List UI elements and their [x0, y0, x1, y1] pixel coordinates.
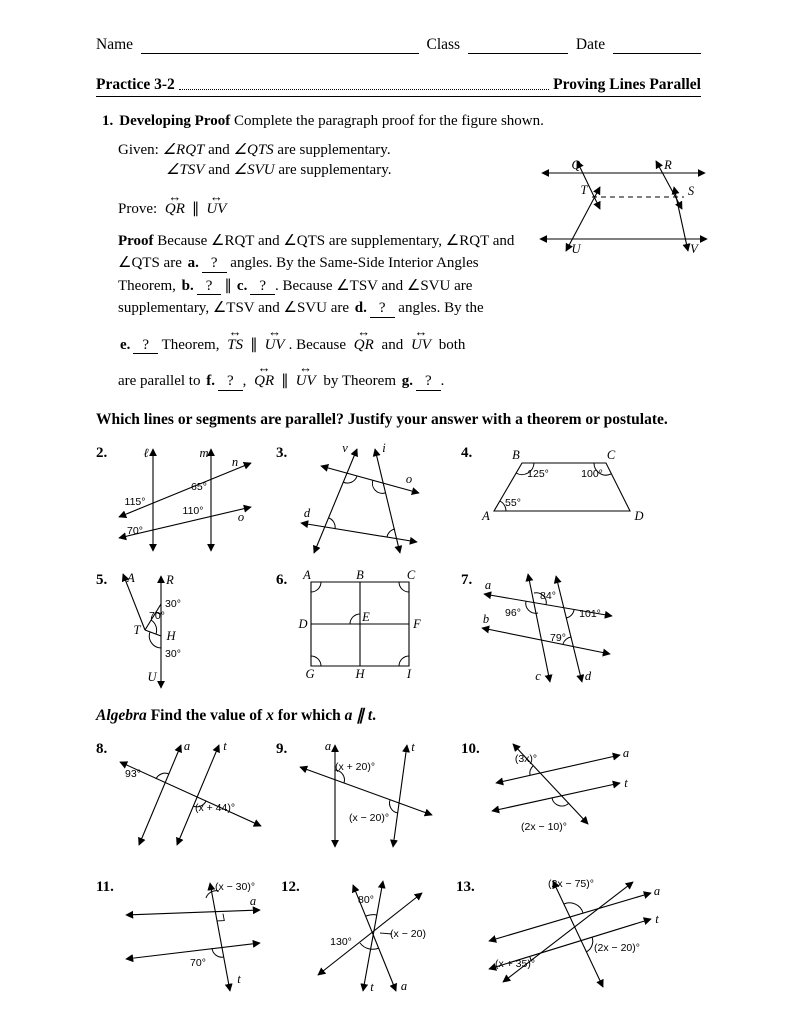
fig4-label-d: D — [634, 508, 644, 523]
fig7-angle-96: 96° — [505, 606, 522, 619]
blank-letter-d: d. — [354, 300, 367, 316]
problem-6 — [276, 567, 461, 692]
figure-13-diagram — [483, 877, 663, 992]
blank-f: ? — [218, 373, 243, 391]
fig5-angle-30-top: 30° — [165, 597, 182, 610]
problem-10-number: 10. — [461, 740, 480, 757]
fig6-label-h: H — [355, 666, 365, 681]
proof-line-1 — [118, 230, 598, 253]
fig6-label-i: I — [407, 666, 412, 681]
worksheet-title-row — [96, 76, 701, 97]
fig9-label-line-t: t — [411, 739, 415, 754]
problem-4 — [461, 443, 645, 556]
blank-a: ? — [202, 255, 227, 273]
problem-3-number: 3. — [276, 444, 288, 461]
fig10-angle-3x: (3x)° — [514, 752, 537, 765]
blank-letter-a: a. — [187, 255, 199, 271]
fig7-label-line-c: c — [535, 668, 542, 683]
algebra-text-1: Find the value of — [146, 706, 267, 724]
double-arrow-overline-icon: ↔ — [414, 323, 428, 339]
prove-label: Prove: — [118, 200, 158, 217]
blank-e: ? — [133, 337, 158, 355]
proof-text: by Theorem — [319, 373, 400, 389]
fig2-label-line-o: o — [238, 509, 245, 524]
fig13-lines — [489, 881, 651, 987]
fig13-label-line-a: a — [653, 883, 660, 898]
figure-2-diagram — [115, 443, 255, 555]
fig13-angle-2x-minus-20: (2x − 20)° — [593, 941, 640, 954]
fig11-angle-x-minus-30: (x − 30)° — [214, 880, 255, 893]
fig2-angle-115: 115° — [124, 495, 146, 508]
fig1-label-u: U — [571, 242, 581, 256]
blank-letter-f: f. — [206, 373, 215, 389]
fig7-label-line-d: d — [585, 668, 592, 683]
problems-row-111213 — [96, 877, 701, 997]
fig10-angle-2x-minus-10: (2x − 10)° — [520, 820, 567, 833]
fig11-label-line-a: a — [249, 893, 257, 908]
dotted-leader — [179, 89, 549, 90]
proof-line-6 — [118, 358, 598, 393]
angle-svu: ∠SVU — [233, 162, 275, 179]
fig8-angle-x-plus-44: (x + 44)° — [195, 801, 236, 814]
fig9-label-line-a: a — [325, 738, 332, 753]
date-label: Date — [575, 36, 606, 53]
given-text: and — [204, 142, 234, 158]
fig3-lines — [301, 449, 419, 553]
blank-letter-e: e. — [120, 336, 131, 353]
blank-letter-c: c. — [236, 277, 248, 294]
given-text: are supplementary. — [274, 162, 392, 179]
section-2-heading: Which lines or segments are parallel? Justify your answer with a theorem or postulate. — [96, 410, 668, 428]
figure-3-diagram — [295, 440, 425, 556]
fig9-angle-x-minus-20: (x − 20)° — [349, 811, 390, 824]
proof-text: Theorem, — [118, 277, 180, 294]
proof-line-5 — [118, 322, 598, 357]
line-uv: UV — [264, 336, 285, 353]
proof-text: . Because — [288, 336, 350, 353]
line-uv: UV — [295, 373, 316, 389]
problem-1-number: 1. — [102, 113, 114, 129]
figure-10-diagram — [488, 739, 633, 839]
proof-text: supplementary, ∠TSV and ∠SVU are — [118, 300, 353, 316]
problem-12-number: 12. — [281, 878, 300, 895]
ray-uv — [410, 323, 431, 357]
fig5-label-r: R — [166, 572, 175, 587]
figure-11-diagram — [122, 877, 267, 997]
problem-7 — [461, 570, 615, 692]
class-blank-line — [468, 38, 568, 54]
fig3-label-line-d: d — [304, 505, 311, 520]
fig7-angle-84: 84° — [540, 589, 557, 602]
fig6-label-f: F — [413, 616, 422, 631]
given-text: are supplementary. — [273, 142, 391, 158]
fig5-label-u: U — [147, 669, 157, 684]
proof-text: Because ∠RQT and ∠QTS are supplementary, ∠RQT and — [153, 232, 515, 249]
proof-text: , — [242, 373, 251, 389]
parallel-symbol: ∥ — [191, 200, 200, 217]
double-arrow-overline-icon: ↔ — [268, 323, 282, 339]
developing-proof-label: Developing Proof — [119, 113, 231, 129]
fig12-angle-130: 130° — [329, 935, 352, 948]
proof-line-4 — [118, 297, 598, 320]
line-uv: UV — [410, 336, 431, 353]
double-arrow-overline-icon: ↔ — [168, 188, 182, 204]
angle-qts: ∠QTS — [233, 142, 274, 158]
double-arrow-overline-icon: ↔ — [257, 360, 271, 375]
fig8-label-line-t: t — [223, 738, 227, 753]
fig9-angle-x-plus-20: (x + 20)° — [335, 760, 376, 773]
ray-qr — [254, 360, 275, 393]
ray-uv — [295, 360, 316, 393]
class-label: Class — [426, 36, 461, 53]
lesson-title: Proving Lines Parallel — [553, 76, 701, 93]
fig1-label-r: R — [664, 158, 672, 172]
fig6-label-b: B — [356, 567, 365, 582]
line-uv: UV — [206, 200, 227, 217]
given-text: and — [204, 162, 234, 179]
algebra-text-2: for which — [273, 706, 345, 724]
fig12-angle-x-minus-20: (x − 20) — [389, 927, 426, 940]
problem-2 — [96, 443, 276, 556]
fig2-label-line-m: m — [199, 445, 209, 460]
angle-tsv: ∠TSV — [166, 162, 205, 179]
fig12-label-line-t: t — [370, 979, 374, 994]
blank-b: ? — [197, 278, 222, 296]
blank-letter-b: b. — [181, 277, 194, 294]
fig10-lines — [492, 744, 620, 824]
proof-text: angles. By the — [394, 300, 484, 316]
fig6-label-e: E — [362, 609, 371, 624]
problem-5 — [96, 570, 276, 692]
fig1-label-q: Q — [571, 158, 581, 172]
figure-1-wrap — [536, 157, 711, 257]
figure-9-diagram — [295, 739, 435, 851]
practice-title: Practice 3-2 — [96, 76, 175, 93]
problem-7-number: 7. — [461, 571, 473, 588]
proof-text: . — [440, 373, 445, 389]
fig12-angle-80: 80° — [357, 893, 374, 906]
parallel-symbol: ∥ — [250, 336, 258, 353]
fig4-angle-100: 100° — [581, 467, 604, 480]
problem-8-number: 8. — [96, 740, 108, 757]
proof-word: Proof — [118, 232, 154, 249]
fig1-lines — [540, 161, 707, 251]
fig6-label-c: C — [407, 567, 416, 582]
fig6-label-d: D — [298, 616, 308, 631]
line-qr: QR — [353, 336, 374, 353]
proof-line-2 — [118, 252, 598, 275]
fig1-label-s: S — [687, 184, 695, 198]
problem-6-number: 6. — [276, 571, 288, 588]
double-arrow-overline-icon: ↔ — [299, 360, 313, 375]
angle-rqt: ∠RQT — [162, 142, 205, 158]
ray-qr — [353, 323, 374, 357]
problem-13 — [456, 877, 663, 997]
double-arrow-overline-icon: ↔ — [357, 323, 371, 339]
fig12-label-line-a: a — [400, 978, 407, 993]
fig11-label-line-t: t — [237, 971, 241, 986]
problem-4-number: 4. — [461, 444, 473, 461]
problem-11 — [96, 877, 281, 997]
parallel-symbol: ∥ — [281, 373, 289, 389]
fig2-label-line-l: ℓ — [143, 445, 149, 460]
fig4-angle-55: 55° — [505, 496, 522, 509]
fig4-label-b: B — [512, 447, 521, 462]
proof-text: both — [434, 336, 466, 353]
fig2-angle-110: 110° — [182, 504, 204, 517]
fig4-label-c: C — [607, 447, 616, 462]
figure-7-diagram — [480, 570, 615, 685]
problems-row-234 — [96, 440, 701, 556]
algebra-period: . — [372, 706, 377, 724]
problems-row-567 — [96, 567, 701, 692]
fig8-label-line-a: a — [184, 738, 191, 753]
figure-1-diagram — [536, 157, 711, 257]
problem-5-number: 5. — [96, 571, 108, 588]
problem-13-number: 13. — [456, 878, 475, 895]
problem-9-number: 9. — [276, 740, 288, 757]
proof-paragraph — [118, 230, 598, 393]
blank-g: ? — [416, 373, 441, 391]
fig5-label-a: A — [127, 570, 136, 585]
fig3-label-line-i: i — [382, 440, 386, 455]
fig10-label-line-t: t — [624, 775, 628, 790]
fig11-angle-70: 70° — [189, 956, 206, 969]
proof-text: ∠QTS are — [118, 255, 186, 271]
parallel-symbol: ∥ — [224, 277, 232, 294]
problem-8 — [96, 739, 276, 851]
proof-text: . Because ∠TSV and ∠SVU are — [275, 277, 473, 294]
fig7-angle-79: 79° — [550, 631, 567, 644]
algebra-word: Algebra — [96, 706, 147, 724]
line-qr: QR — [254, 373, 275, 389]
problem-1-instruction: Complete the paragraph proof for the figure shown. — [230, 113, 544, 129]
fig5-angle-70: 70° — [149, 609, 166, 622]
problem-9 — [276, 739, 461, 851]
fig5-label-t: T — [133, 622, 141, 637]
problems-row-8910 — [96, 739, 701, 851]
ray-qr — [164, 188, 185, 218]
proof-line-3 — [118, 275, 598, 298]
algebra-x: x — [266, 706, 274, 724]
fig3-label-line-o: o — [406, 471, 413, 486]
name-label: Name — [96, 36, 134, 53]
fig10-label-line-a: a — [622, 745, 629, 760]
fig4-label-a: A — [482, 508, 491, 523]
blank-letter-g: g. — [401, 373, 413, 389]
problem-3 — [276, 440, 461, 556]
fig1-label-v: V — [690, 242, 698, 256]
figure-8-diagram — [115, 739, 265, 851]
fig6-lines — [311, 582, 409, 666]
name-blank-line — [141, 38, 418, 54]
blank-c: ? — [250, 278, 275, 296]
figure-6-diagram — [295, 567, 425, 682]
fig8-angle-93: 93° — [125, 767, 142, 780]
problem-10 — [461, 739, 633, 851]
algebra-expression: a ∥ t — [344, 706, 373, 724]
double-arrow-overline-icon: ↔ — [209, 188, 223, 204]
figure-5-diagram — [115, 570, 195, 692]
fig1-label-t: T — [580, 183, 588, 197]
proof-text: angles. By the Same-Side Interior Angles — [226, 255, 479, 271]
fig2-label-line-n: n — [232, 454, 239, 469]
figure-12-diagram — [308, 877, 433, 997]
ray-uv — [206, 188, 227, 218]
problem-1-lead — [96, 113, 701, 130]
ray-ts — [227, 323, 244, 357]
fig7-label-line-b: b — [483, 611, 490, 626]
given-label: Given: — [118, 142, 159, 158]
fig4-angle-125: 125° — [527, 467, 550, 480]
fig5-label-h: H — [166, 628, 176, 643]
fig5-angle-30-bottom: 30° — [165, 647, 182, 660]
problem-11-number: 11. — [96, 878, 114, 895]
proof-text: and — [377, 336, 407, 353]
fig6-label-a: A — [303, 567, 312, 582]
fig3-label-line-v: v — [342, 440, 349, 455]
algebra-heading — [96, 706, 701, 725]
line-ts: TS — [227, 336, 244, 353]
proof-text: are parallel to — [118, 373, 205, 389]
problem-2-number: 2. — [96, 444, 108, 461]
fig6-label-g: G — [305, 666, 315, 681]
problem-12 — [281, 877, 456, 997]
fig2-angle-70: 70° — [127, 524, 144, 537]
fig13-angle-2x-minus-75: (2x − 75)° — [547, 877, 594, 890]
fig2-angle-65: 65° — [191, 480, 208, 493]
problem-1 — [96, 113, 701, 393]
date-blank-line — [613, 38, 701, 54]
blank-d: ? — [370, 300, 395, 318]
fig7-label-line-a: a — [485, 577, 492, 592]
double-arrow-overline-icon: ↔ — [228, 323, 242, 339]
fig13-angle-x-plus-35: (x + 35)° — [494, 957, 535, 970]
line-qr: QR — [164, 200, 185, 217]
fig7-angle-101: 101° — [579, 607, 602, 620]
proof-text: Theorem, — [158, 336, 224, 353]
header-row — [96, 36, 701, 54]
fig8-lines — [120, 745, 261, 845]
fig13-label-line-t: t — [655, 911, 659, 926]
figure-4-diagram — [480, 449, 645, 527]
ray-uv — [264, 323, 285, 357]
